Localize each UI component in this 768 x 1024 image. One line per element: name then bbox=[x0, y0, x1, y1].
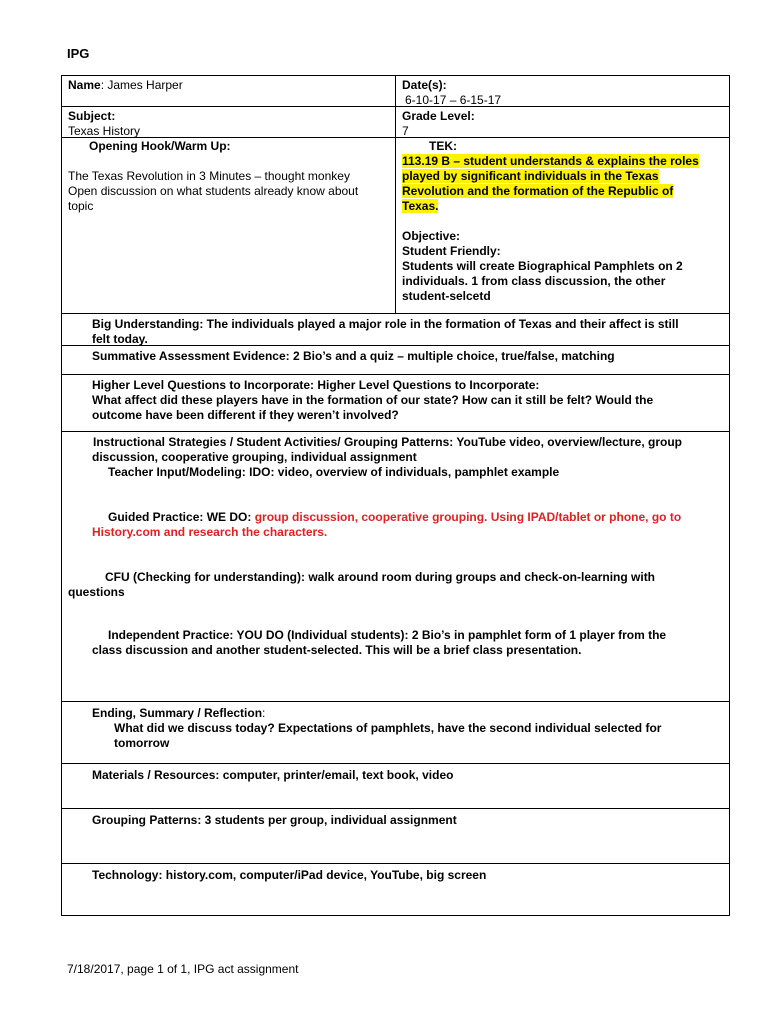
dates-cell bbox=[395, 75, 730, 107]
guided-practice-label: Guided Practice: WE DO: bbox=[108, 510, 255, 524]
ending-line: tomorrow bbox=[114, 736, 170, 750]
instructional-line: discussion, cooperative grouping, individual assignment bbox=[92, 450, 417, 464]
hook-line: Open discussion on what students already know about bbox=[68, 184, 359, 198]
summative-text: Summative Assessment Evidence: 2 Bio’s and a quiz – multiple choice, true/false, matching bbox=[92, 349, 615, 363]
independent-practice-line: class discussion and another student-selected. This will be a brief class presentation. bbox=[92, 643, 582, 657]
hook-line: The Texas Revolution in 3 Minutes – thought monkey bbox=[68, 169, 350, 183]
page-footer: 7/18/2017, page 1 of 1, IPG act assignment bbox=[67, 962, 299, 976]
independent-practice-line: Independent Practice: YOU DO (Individual students): 2 Bio’s in pamphlet form of 1 player from the bbox=[108, 628, 667, 642]
tek-standard-line: played by significant individuals in the Texas bbox=[402, 169, 659, 183]
hook-line: topic bbox=[68, 199, 94, 213]
ending-line: What did we discuss today? Expectations of pamphlets, have the second individual selected for bbox=[114, 721, 662, 735]
grouping-cell bbox=[61, 808, 730, 864]
big-understanding-cell bbox=[61, 313, 730, 346]
instructional-line: Instructional Strategies / Student Activities/ Grouping Patterns: YouTube video, overview/lecture, group bbox=[93, 435, 682, 449]
dates-value: 6-10-17 – 6-15-17 bbox=[405, 93, 502, 107]
instructional-cell bbox=[61, 431, 730, 702]
objective-line: individuals. 1 from class discussion, the other bbox=[402, 274, 666, 288]
materials-cell bbox=[61, 763, 730, 809]
tek-standard-line: Revolution and the formation of the Republic of bbox=[402, 184, 674, 198]
document-title: IPG bbox=[67, 46, 90, 61]
materials-text: Materials / Resources: computer, printer/email, text book, video bbox=[92, 768, 454, 782]
objective-line: Students will create Biographical Pamphlets on 2 bbox=[402, 259, 683, 273]
higher-level-line: What affect did these players have in the formation of our state? How can it still be felt? Would the bbox=[92, 393, 654, 407]
tek-standard-line: 113.19 B – student understands & explains the roles bbox=[402, 154, 699, 168]
objective-line: student-selcetd bbox=[402, 289, 491, 303]
tek-cell bbox=[395, 137, 730, 314]
technology-cell bbox=[61, 863, 730, 916]
big-understanding-line: felt today. bbox=[92, 332, 148, 346]
name-label: Name bbox=[68, 78, 101, 92]
dates-label: Date(s): bbox=[402, 78, 447, 92]
grade-value: 7 bbox=[402, 124, 409, 138]
grade-cell bbox=[395, 106, 730, 138]
lesson-plan-table bbox=[61, 75, 730, 916]
name-cell bbox=[61, 75, 396, 107]
higher-level-cell bbox=[61, 374, 730, 432]
grouping-text: Grouping Patterns: 3 students per group, individual assignment bbox=[92, 813, 457, 827]
hook-label: Opening Hook/Warm Up: bbox=[89, 139, 231, 153]
subject-cell bbox=[61, 106, 396, 138]
ending-label: Ending, Summary / Reflection bbox=[92, 706, 263, 720]
summative-cell bbox=[61, 345, 730, 375]
subject-label: Subject: bbox=[68, 109, 116, 123]
student-friendly-label: Student Friendly: bbox=[402, 244, 501, 258]
ending-cell bbox=[61, 701, 730, 764]
teacher-input-line: Teacher Input/Modeling: IDO: video, overview of individuals, pamphlet example bbox=[108, 465, 560, 479]
guided-practice-line bbox=[68, 510, 723, 525]
objective-label: Objective: bbox=[402, 229, 461, 243]
higher-level-line: outcome have been different if they weren’t involved? bbox=[92, 408, 399, 422]
guided-practice-text: History.com and research the characters. bbox=[92, 525, 328, 539]
name-value: : James Harper bbox=[100, 78, 183, 92]
ending-colon: : bbox=[262, 706, 266, 720]
big-understanding-line: Big Understanding: The individuals played a major role in the formation of Texas and their affect is still bbox=[92, 317, 679, 331]
subject-value: Texas History bbox=[68, 124, 141, 138]
technology-text: Technology: history.com, computer/iPad device, YouTube, big screen bbox=[92, 868, 487, 882]
cfu-line: CFU (Checking for understanding): walk around room during groups and check-on-learning with bbox=[105, 570, 656, 584]
grade-label: Grade Level: bbox=[402, 109, 475, 123]
hook-cell bbox=[61, 137, 396, 314]
guided-practice-text: group discussion, cooperative grouping. Using IPAD/tablet or phone, go to bbox=[254, 510, 682, 524]
higher-level-line: Higher Level Questions to Incorporate: Higher Level Questions to Incorporate: bbox=[92, 378, 540, 392]
cfu-line: questions bbox=[68, 585, 125, 599]
tek-label: TEK: bbox=[429, 139, 457, 153]
tek-standard-line: Texas. bbox=[402, 199, 439, 213]
